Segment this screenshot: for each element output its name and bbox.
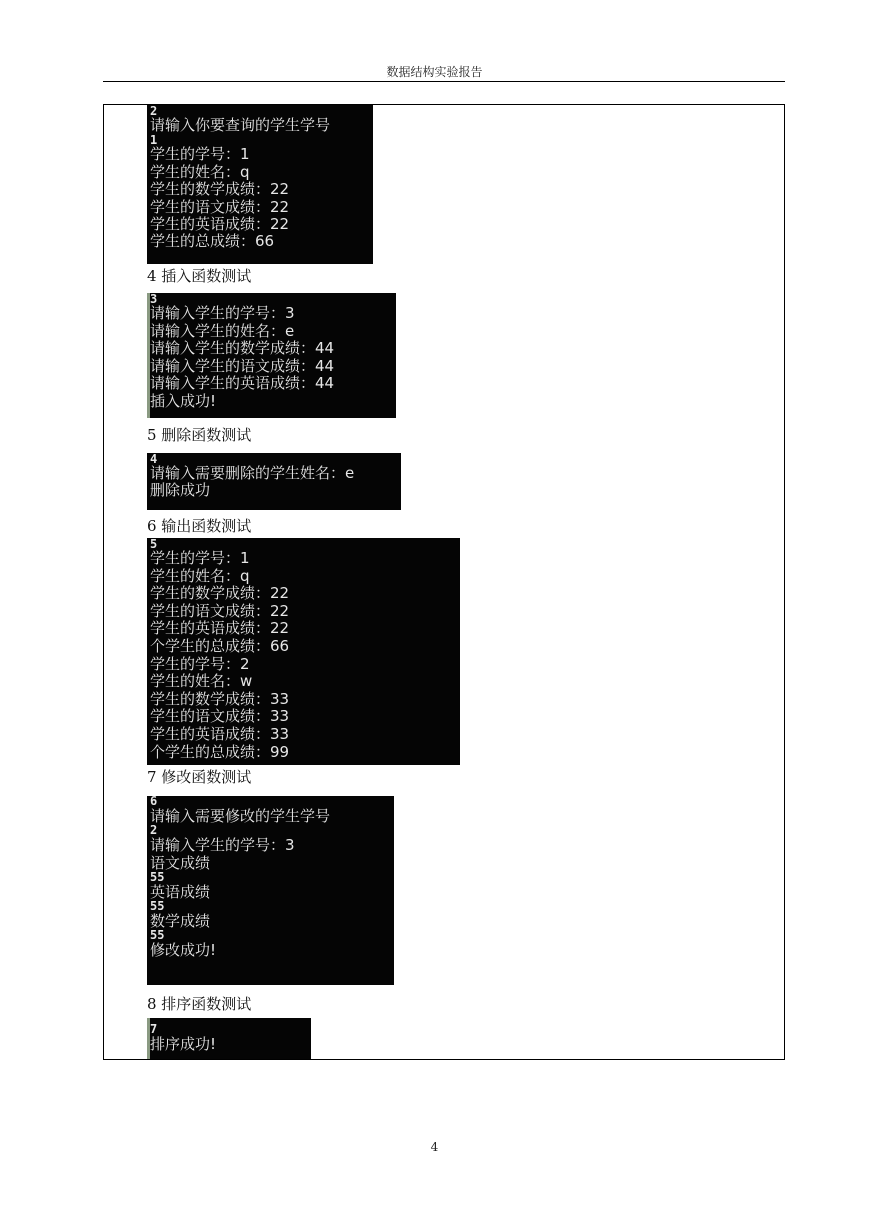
- console-line: 4: [150, 453, 158, 466]
- console-line: 6: [150, 796, 158, 808]
- console-line: 3: [150, 293, 158, 306]
- console-line: 学生的姓名：w: [150, 672, 253, 691]
- console-line: 学生的英语成绩：22: [150, 619, 290, 638]
- console-line: 学生的数学成绩：22: [150, 180, 290, 199]
- caption-modify-test: 7 修改函数测试: [147, 768, 252, 786]
- console-line: 学生的语文成绩：22: [150, 601, 290, 620]
- console-line: 学生的语文成绩：33: [150, 707, 290, 726]
- console-line: 请输入需要删除的学生姓名：e: [150, 464, 355, 482]
- sort-console-screenshot: [147, 1018, 311, 1059]
- console-line: 学生的姓名：q: [150, 566, 250, 585]
- console-line: 学生的数学成绩：22: [150, 584, 290, 603]
- console-line: 5: [150, 538, 158, 551]
- console-line: 请输入需要修改的学生学号: [150, 807, 331, 825]
- console-line: 插入成功!: [150, 391, 217, 410]
- modify-console-screenshot: [147, 796, 394, 985]
- console-line: 英语成绩: [150, 883, 211, 901]
- delete-console-screenshot: [147, 453, 401, 510]
- console-line: 2: [150, 105, 158, 118]
- console-line: 请输入学生的姓名：e: [150, 321, 295, 340]
- console-line: 请输入学生的学号：3: [150, 836, 295, 854]
- console-line: 55: [150, 899, 165, 913]
- console-line: 学生的学号：2: [150, 654, 250, 673]
- console-line: 修改成功!: [150, 941, 217, 959]
- page-number: 4: [430, 1140, 439, 1154]
- header-divider: [103, 81, 785, 82]
- console-line: 排序成功!: [150, 1035, 217, 1053]
- console-line: 请输入学生的数学成绩：44: [150, 339, 335, 358]
- console-line: 7: [150, 1022, 158, 1036]
- console-line: 55: [150, 928, 165, 942]
- console-line: 语文成绩: [150, 854, 211, 872]
- console-line: 学生的英语成绩：22: [150, 215, 290, 234]
- query-console-screenshot: [147, 105, 373, 264]
- console-line: 个学生的总成绩：66: [150, 636, 290, 655]
- console-line: 1: [150, 133, 158, 148]
- console-line: 学生的数学成绩：33: [150, 689, 290, 708]
- console-line: 个学生的总成绩：99: [150, 742, 290, 761]
- console-line: 2: [150, 823, 158, 837]
- console-line: 学生的学号：1: [150, 145, 250, 164]
- caption-output-test: 6 输出函数测试: [147, 517, 252, 535]
- caption-sort-test: 8 排序函数测试: [147, 995, 252, 1013]
- console-line: 55: [150, 870, 165, 884]
- console-line: 请输入学生的英语成绩：44: [150, 374, 335, 393]
- console-line: 学生的英语成绩：33: [150, 724, 290, 743]
- console-line: 请输入学生的语文成绩：44: [150, 356, 335, 375]
- console-line: 学生的学号：1: [150, 549, 250, 567]
- console-line: 学生的总成绩：66: [150, 232, 275, 251]
- console-line: 删除成功: [150, 481, 211, 499]
- console-line: 学生的姓名：q: [150, 162, 250, 181]
- console-line: 请输入学生的学号：3: [150, 304, 295, 322]
- console-line: 数学成绩: [150, 912, 211, 930]
- console-line: 学生的语文成绩：22: [150, 197, 290, 216]
- caption-delete-test: 5 删除函数测试: [147, 426, 252, 444]
- output-console-screenshot: [147, 538, 460, 765]
- page-header-title: 数据结构实验报告: [386, 65, 483, 79]
- console-line: 请输入你要查询的学生学号: [150, 116, 331, 134]
- caption-insert-test: 4 插入函数测试: [147, 267, 252, 285]
- insert-console-screenshot: [147, 293, 396, 418]
